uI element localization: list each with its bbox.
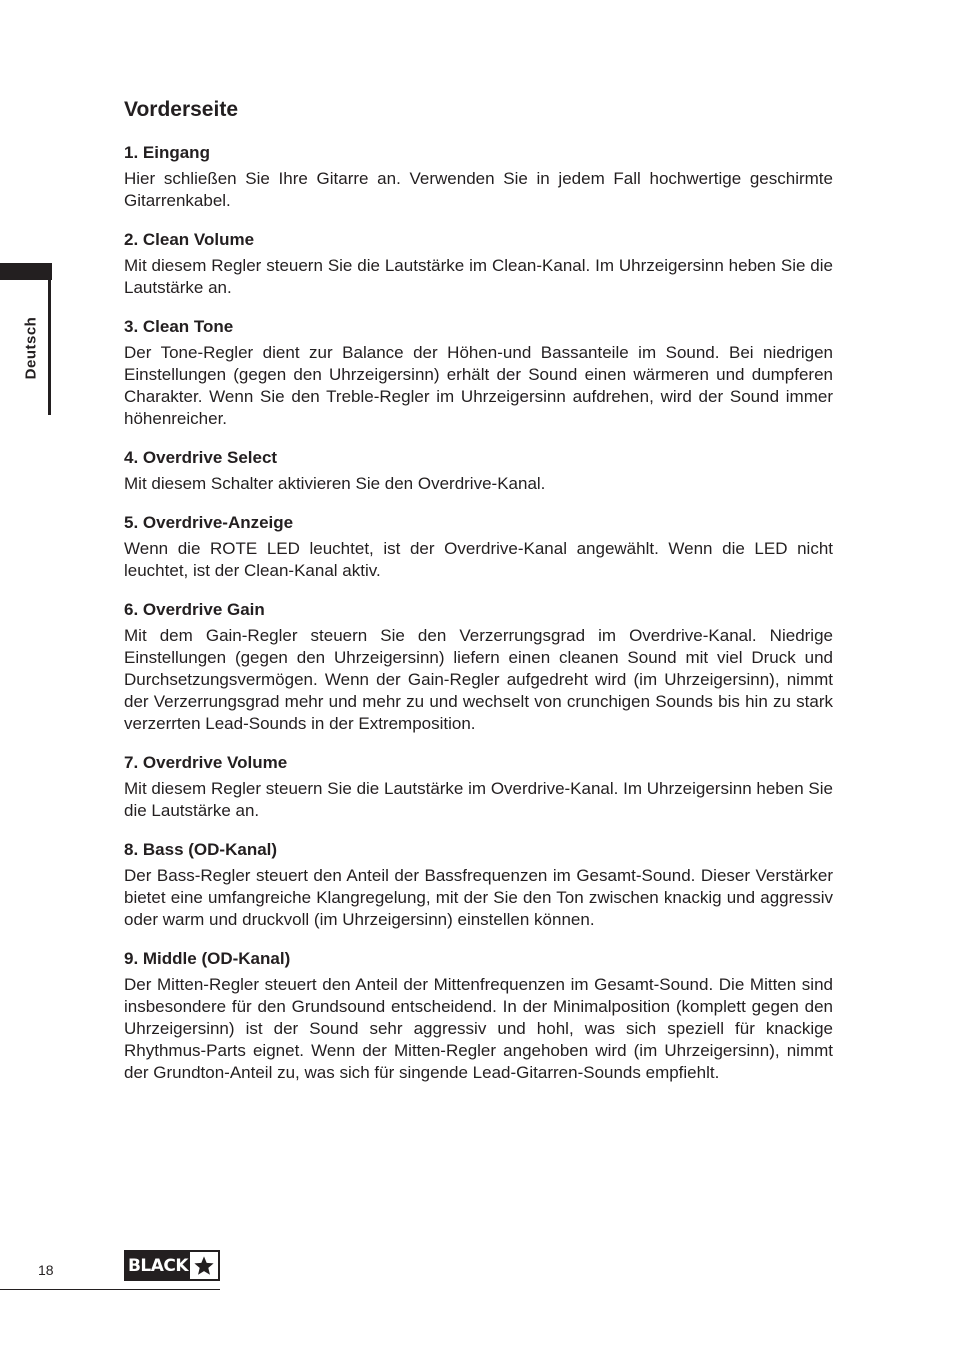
page-title: Vorderseite	[124, 98, 238, 121]
section-eingang	[124, 142, 833, 212]
section-overdrive-volume	[124, 752, 833, 822]
star-icon-svg	[193, 1255, 215, 1277]
logo-text: BLACK	[126, 1252, 190, 1279]
section-overdrive-select	[124, 447, 833, 495]
section-body: Mit diesem Schalter aktivieren Sie den Overdrive-Kanal.	[124, 474, 546, 493]
section-overdrive-gain	[124, 599, 833, 735]
section-overdrive-anzeige	[124, 512, 833, 582]
footer-rule	[0, 1289, 220, 1290]
section-heading: 8. Bass (OD-Kanal)	[124, 840, 278, 859]
section-heading: 6. Overdrive Gain	[124, 600, 265, 619]
section-body: Der Tone-Regler dient zur Balance der Höhen-und Bassanteile im Sound. Bei niedrigen Einstellungen (gegen den Uhrzeigersinn) erhält der Sound einen wärmeren und dumpferen Charakter. Wenn Sie den Treble-Regler im Uhrzeigersinn aufdrehen, wird der Sound immer höhenreicher.	[124, 343, 833, 428]
section-bass	[124, 839, 833, 931]
section-body: Mit dem Gain-Regler steuern Sie den Verzerrungsgrad im Overdrive-Kanal. Niedrige Einstellungen (gegen den Uhrzeigersinn) liefern einen cleanen Sound mit viel Druck und Durchsetzungsvermögen. Wenn der Gain-Regler aufgedreht wird (im Uhrzeigersinn), nimmt der Verzerrungsgrad mehr und mehr zu und wechselt von crunchigen Sounds bis hin zu stark verzerrten Lead-Sounds in der Extremposition.	[124, 626, 833, 733]
section-heading: 5. Overdrive-Anzeige	[124, 513, 294, 532]
section-body: Mit diesem Regler steuern Sie die Lautstärke im Overdrive-Kanal. Im Uhrzeigersinn heben Sie die Lautstärke an.	[124, 779, 833, 820]
side-tab-rule	[48, 263, 51, 415]
section-body: Wenn die ROTE LED leuchtet, ist der Overdrive-Kanal angewählt. Wenn die LED nicht leuchtet, ist der Clean-Kanal aktiv.	[124, 539, 833, 580]
star-icon	[190, 1252, 218, 1279]
section-heading: 1. Eingang	[124, 143, 210, 162]
section-heading: 2. Clean Volume	[124, 230, 255, 249]
section-body: Mit diesem Regler steuern Sie die Lautstärke im Clean-Kanal. Im Uhrzeigersinn heben Sie die Lautstärke an.	[124, 256, 833, 297]
section-heading: 7. Overdrive Volume	[124, 753, 288, 772]
section-clean-volume	[124, 229, 833, 299]
section-middle	[124, 948, 833, 1084]
brand-logo	[124, 1250, 220, 1281]
section-body: Der Mitten-Regler steuert den Anteil der Mittenfrequenzen im Gesamt-Sound. Die Mitten sind insbesondere für den Grundsound entscheidend. In der Minimalposition (komplett gegen den Uhrzeigersinn) ist der Sound sehr aggressiv und hohl, was sich speziell für knackige Rhythmus-Parts eignet. Wenn der Mitten-Regler angehoben wird (im Uhrzeigersinn), nimmt der Grundton-Anteil zu, was sich für singende Lead-Gitarren-Sounds empfiehlt.	[124, 975, 833, 1082]
language-tab-label: Deutsch	[22, 316, 40, 380]
section-clean-tone	[124, 316, 833, 430]
side-tab-bar	[0, 263, 52, 280]
section-heading: 4. Overdrive Select	[124, 448, 278, 467]
section-heading: 9. Middle (OD-Kanal)	[124, 949, 291, 968]
section-body: Hier schließen Sie Ihre Gitarre an. Verwenden Sie in jedem Fall hochwertige geschirmte Gitarrenkabel.	[124, 169, 833, 210]
main-content	[124, 97, 833, 1101]
section-heading: 3. Clean Tone	[124, 317, 234, 336]
page-number: 18	[38, 1262, 54, 1278]
section-body: Der Bass-Regler steuert den Anteil der Bassfrequenzen im Gesamt-Sound. Dieser Verstärker bietet eine umfangreiche Klangregelung, mit der Sie den Ton zwischen knackig und aggressiv oder warm und druckvoll (im Uhrzeigersinn) einstellen können.	[124, 866, 833, 929]
